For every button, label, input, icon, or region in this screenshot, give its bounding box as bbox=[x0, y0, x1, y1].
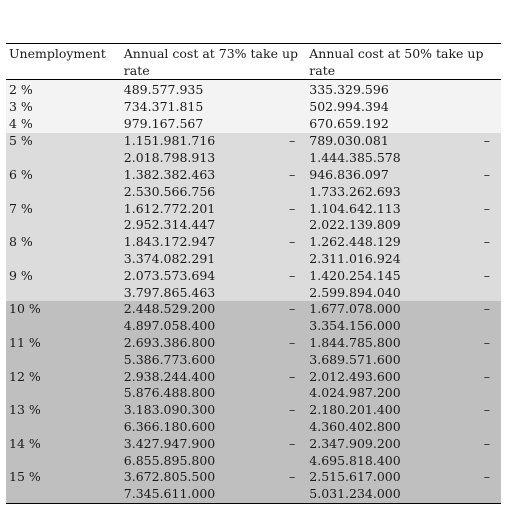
table-row bbox=[6, 234, 501, 268]
cost-73-range-cell bbox=[121, 234, 306, 268]
cost-73-range-cell bbox=[121, 201, 306, 235]
range-first-line bbox=[124, 369, 303, 386]
header-cost-73: Annual cost at 73% take up rate bbox=[123, 46, 298, 78]
range-low-value: 2.180.201.400 bbox=[309, 402, 401, 418]
cost-50-range-cell bbox=[306, 301, 501, 335]
range-low-value: 2.012.493.600 bbox=[309, 368, 401, 384]
table-row bbox=[6, 335, 501, 369]
range-low-value: 789.030.081 bbox=[309, 133, 389, 149]
cost-50-range-cell bbox=[306, 167, 501, 201]
range-first-line bbox=[309, 436, 498, 453]
range-low-value: 1.612.772.201 bbox=[123, 200, 216, 216]
table-header bbox=[6, 44, 501, 80]
table-row bbox=[6, 99, 501, 116]
range-high-value: 3.374.082.291 bbox=[123, 250, 216, 266]
cost-73-cell: 489.577.935 bbox=[123, 82, 204, 97]
range-separator: – bbox=[483, 200, 490, 216]
cost-50-range-cell bbox=[306, 436, 501, 470]
cost-73-cell: 734.371.815 bbox=[123, 98, 204, 114]
range-low-value: 3.672.805.500 bbox=[123, 469, 216, 485]
range-first-line bbox=[309, 402, 498, 419]
range-first-line bbox=[309, 234, 498, 251]
range-low-value: 946.836.097 bbox=[309, 166, 389, 182]
table-row bbox=[6, 167, 501, 201]
range-separator: – bbox=[483, 334, 490, 350]
range-high-value: 2.311.016.924 bbox=[309, 250, 401, 266]
cost-50-cell: 335.329.596 bbox=[309, 82, 389, 97]
range-first-line bbox=[309, 167, 498, 184]
range-low-value: 1.677.078.000 bbox=[309, 301, 401, 317]
range-first-line bbox=[309, 369, 498, 386]
range-high-value: 3.689.571.600 bbox=[309, 351, 401, 367]
range-low-value: 3.427.947.900 bbox=[123, 435, 216, 451]
cost-50-range-cell bbox=[306, 335, 501, 369]
range-separator: – bbox=[483, 301, 490, 317]
range-low-value: 2.073.573.694 bbox=[123, 267, 216, 283]
table-row bbox=[6, 201, 501, 235]
unemployment-cell: 4 % bbox=[9, 115, 33, 131]
range-first-line bbox=[309, 268, 498, 285]
cost-50-range-cell bbox=[306, 268, 501, 302]
header-row bbox=[6, 44, 501, 80]
range-high-value: 4.360.402.800 bbox=[309, 418, 401, 434]
table-row bbox=[6, 402, 501, 436]
unemployment-cell: 8 % bbox=[9, 234, 33, 250]
unemployment-cell: 6 % bbox=[9, 166, 33, 182]
range-separator: – bbox=[289, 402, 296, 418]
range-high-value: 4.897.058.400 bbox=[123, 318, 216, 334]
unemployment-cell: 15 % bbox=[9, 469, 41, 485]
unemployment-cell: 2 % bbox=[9, 82, 33, 97]
unemployment-cell: 7 % bbox=[9, 200, 33, 216]
cost-73-range-cell bbox=[121, 469, 306, 503]
range-first-line bbox=[309, 335, 498, 352]
range-separator: – bbox=[483, 469, 490, 485]
range-low-value: 1.104.642.113 bbox=[309, 200, 401, 216]
range-first-line bbox=[124, 436, 303, 453]
range-first-line bbox=[124, 469, 303, 486]
unemployment-cost-table bbox=[6, 43, 501, 504]
range-separator: – bbox=[483, 166, 490, 182]
range-separator: – bbox=[289, 469, 296, 485]
table-row bbox=[6, 268, 501, 302]
range-low-value: 1.844.785.800 bbox=[309, 334, 401, 350]
range-low-value: 2.448.529.200 bbox=[123, 301, 216, 317]
range-first-line bbox=[309, 301, 498, 318]
cost-73-range-cell bbox=[121, 268, 306, 302]
range-first-line bbox=[124, 201, 303, 218]
table-row bbox=[6, 369, 501, 403]
range-high-value: 3.797.865.463 bbox=[123, 284, 216, 300]
range-first-line bbox=[124, 167, 303, 184]
cost-73-range-cell bbox=[121, 301, 306, 335]
unemployment-cell: 10 % bbox=[9, 301, 41, 317]
cost-50-range-cell bbox=[306, 201, 501, 235]
range-high-value: 2.018.798.913 bbox=[123, 150, 216, 166]
table-row bbox=[6, 469, 501, 503]
range-separator: – bbox=[289, 334, 296, 350]
range-first-line bbox=[309, 133, 498, 150]
cost-50-range-cell bbox=[306, 133, 501, 167]
cost-73-cell: 979.167.567 bbox=[123, 115, 204, 131]
range-high-value: 5.386.773.600 bbox=[123, 351, 216, 367]
range-high-value: 5.031.234.000 bbox=[309, 486, 401, 502]
range-low-value: 2.693.386.800 bbox=[123, 334, 216, 350]
range-separator: – bbox=[289, 301, 296, 317]
range-high-value: 6.366.180.600 bbox=[123, 418, 216, 434]
range-separator: – bbox=[289, 133, 296, 149]
range-high-value: 7.345.611.000 bbox=[123, 486, 216, 502]
cost-73-range-cell bbox=[121, 369, 306, 403]
range-high-value: 3.354.156.000 bbox=[309, 318, 401, 334]
range-separator: – bbox=[289, 166, 296, 182]
cost-50-cell: 502.994.394 bbox=[309, 98, 389, 114]
range-first-line bbox=[124, 402, 303, 419]
range-separator: – bbox=[289, 234, 296, 250]
range-high-value: 2.599.894.040 bbox=[309, 284, 401, 300]
range-first-line bbox=[124, 301, 303, 318]
range-low-value: 1.151.981.716 bbox=[123, 133, 216, 149]
cost-50-cell: 670.659.192 bbox=[309, 115, 389, 131]
range-separator: – bbox=[289, 267, 296, 283]
range-first-line bbox=[124, 335, 303, 352]
range-low-value: 1.382.382.463 bbox=[123, 166, 216, 182]
header-cost-50: Annual cost at 50% take up rate bbox=[309, 46, 484, 78]
cost-50-range-cell bbox=[306, 469, 501, 503]
range-low-value: 3.183.090.300 bbox=[123, 402, 216, 418]
unemployment-cell: 11 % bbox=[9, 334, 41, 350]
table-row bbox=[6, 80, 501, 99]
range-separator: – bbox=[483, 435, 490, 451]
range-separator: – bbox=[289, 435, 296, 451]
cost-73-range-cell bbox=[121, 133, 306, 167]
range-first-line bbox=[124, 234, 303, 251]
range-low-value: 2.938.244.400 bbox=[123, 368, 216, 384]
cost-73-range-cell bbox=[121, 436, 306, 470]
range-low-value: 2.515.617.000 bbox=[309, 469, 401, 485]
unemployment-cell: 13 % bbox=[9, 402, 41, 418]
table-row bbox=[6, 133, 501, 167]
unemployment-cell: 5 % bbox=[9, 133, 33, 149]
range-separator: – bbox=[289, 368, 296, 384]
range-first-line bbox=[124, 268, 303, 285]
high-unemployment-group bbox=[6, 301, 501, 503]
range-separator: – bbox=[289, 200, 296, 216]
range-high-value: 1.733.262.693 bbox=[309, 183, 401, 199]
range-separator: – bbox=[483, 234, 490, 250]
range-separator: – bbox=[483, 368, 490, 384]
range-low-value: 1.843.172.947 bbox=[123, 234, 216, 250]
range-high-value: 5.876.488.800 bbox=[123, 385, 216, 401]
cost-50-range-cell bbox=[306, 402, 501, 436]
range-first-line bbox=[309, 201, 498, 218]
table-row bbox=[6, 116, 501, 134]
cost-73-range-cell bbox=[121, 167, 306, 201]
range-high-value: 6.855.895.800 bbox=[123, 452, 216, 468]
cost-table-container bbox=[6, 43, 501, 504]
range-separator: – bbox=[483, 402, 490, 418]
unemployment-cell: 3 % bbox=[9, 98, 33, 114]
cost-50-range-cell bbox=[306, 369, 501, 403]
range-high-value: 4.024.987.200 bbox=[309, 385, 401, 401]
table-row bbox=[6, 436, 501, 470]
unemployment-cell: 14 % bbox=[9, 435, 41, 451]
range-separator: – bbox=[483, 133, 490, 149]
range-first-line bbox=[309, 469, 498, 486]
low-unemployment-group bbox=[6, 80, 501, 134]
range-high-value: 2.530.566.756 bbox=[123, 183, 216, 199]
header-unemployment: Unemployment bbox=[9, 46, 106, 61]
cost-73-range-cell bbox=[121, 402, 306, 436]
table-row bbox=[6, 301, 501, 335]
range-low-value: 1.262.448.129 bbox=[309, 234, 401, 250]
range-high-value: 1.444.385.578 bbox=[309, 150, 401, 166]
range-first-line bbox=[124, 133, 303, 150]
cost-73-range-cell bbox=[121, 335, 306, 369]
range-high-value: 2.952.314.447 bbox=[123, 217, 216, 233]
range-low-value: 2.347.909.200 bbox=[309, 435, 401, 451]
range-low-value: 1.420.254.145 bbox=[309, 267, 401, 283]
range-high-value: 4.695.818.400 bbox=[309, 452, 401, 468]
cost-50-range-cell bbox=[306, 234, 501, 268]
unemployment-cell: 9 % bbox=[9, 267, 33, 283]
range-separator: – bbox=[483, 267, 490, 283]
range-high-value: 2.022.139.809 bbox=[309, 217, 401, 233]
unemployment-cell: 12 % bbox=[9, 368, 41, 384]
mid-unemployment-group bbox=[6, 133, 501, 301]
